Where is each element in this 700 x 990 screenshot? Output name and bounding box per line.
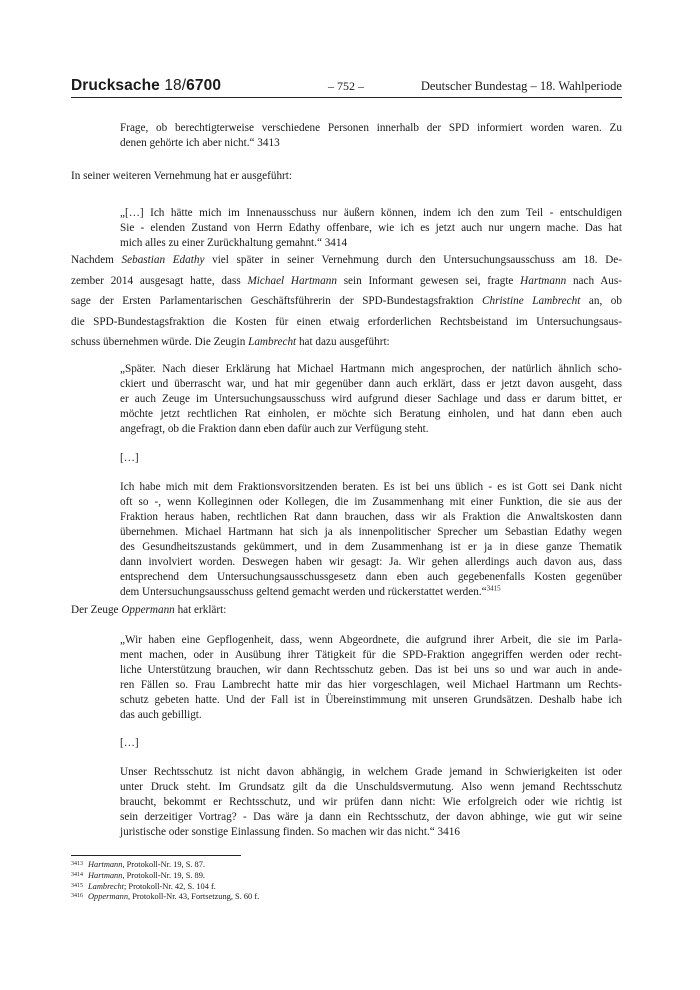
body-paragraph: In seiner weiteren Vernehmung hat er ausgeführt: [71, 170, 292, 182]
ellipsis: […] [120, 452, 139, 464]
footnote: 3415 Lambrecht; Protokoll-Nr. 42, S. 104 f. [71, 881, 216, 891]
quote-paragraph: Unser Rechtsschutz ist nicht davon abhängig, in welchem Grade jemand in Schwierigkeiten ist oder unter Druck steht. Im Grundsatz gilt da die Unschuldsvermutung. Also wenn jemand Rechtsschutz braucht, bekommt er Rechtsschutz, und wir prüfen dann nicht: Wie erfolgreich oder wie richtig ist sein derzeitiger Vortrag? - Das wäre ja dann ein Rechtsschutz, der davon abhinge, wie gut wir seine juristische oder sonstige Einlassung finden. So machen wir das nicht.“ 3416 [120, 766, 622, 838]
page-number: – 752 – [327, 79, 364, 93]
footnote-ref: 3415 [486, 584, 501, 593]
document-number: Drucksache 18/6700 [71, 77, 222, 94]
page-header [71, 77, 622, 98]
body-paragraph: Der Zeuge Oppermann hat erklärt: [71, 604, 227, 616]
footnote: 3414 Hartmann, Protokoll-Nr. 19, S. 89. [71, 870, 206, 880]
quote-paragraph: „Später. Nach dieser Erklärung hat Michael Hartmann mich angesprochen, der natürlich ähnlich scho- ckiert und überrascht war, und hat mir gegenüber dann auch erklärt, dass er jetzt davon ausgeht, dass er auch Zeuge im Untersuchungsausschuss wird aufgrund dieser Sachlage und dass er darum bittet, er möchte jetzt rechtlichen Rat einholen, er möchte sich Beratung einholen, und hat dann eben auch angefragt, ob die Fraktion dann eben dafür auch zur Verfügung steht. [120, 363, 622, 435]
footnote: 3416 Oppermann, Protokoll-Nr. 43, Fortsetzung, S. 60 f. [71, 892, 260, 902]
ellipsis: […] [120, 737, 139, 749]
footnote-divider [71, 855, 241, 856]
quote-paragraph: Frage, ob berechtigterweise verschiedene Personen innerhalb der SPD informiert worden waren. Zu denen gehörte ich aber nicht.“ 3413 [120, 122, 622, 149]
body-paragraph: Nachdem Sebastian Edathy viel später in seiner Vernehmung durch den Untersuchungsausschuss am 18. De- zember 2014 ausgesagt hatte, dass Michael Hartmann sein Informant gewesen sei, fragte Hartmann nach Aus- sage der Ersten Parlamentarischen Geschäftsführerin der SPD-Bundestagsfraktion Christine Lambrecht an, ob die SPD-Bundestagsfraktion die Kosten für einen etwaig erforderlichen Rechtsbeistand im Untersuchungsaus- schuss übernehmen würde. Die Zeugin Lambrecht hat dazu ausgeführt: [71, 254, 622, 348]
quote-paragraph: „[…] Ich hätte mich im Innenausschuss nur äußern können, indem ich den zum Teil - entschuldigen Sie - elenden Zustand von Herrn Edathy offenbare, wie ich es jetzt auch nur ungern mache. Das hat mich alles zu einer Zurückhaltung gemahnt.“ 3414 [120, 207, 622, 249]
quote-paragraph: Ich habe mich mit dem Fraktionsvorsitzenden beraten. Es ist bei uns üblich - es ist Gott sei Dank nicht oft so -, wenn Kolleginnen oder Kollegen, die im Zusammenhang mit einer Funktion, die sie aus der Fraktion heraus haben, rechtlichen Rat dann brauchen, dass wir als Fraktion die Anwaltskosten dann übernehmen. Michael Hartmann hat sich ja als innenpolitischer Sprecher um Sebastian Edathy wegen des Gesundheitszustands gekümmert, und in dem Zusammenhang ist er ja in diese ganze Thematik dann involviert worden. Deswegen haben wir gesagt: Ja. Wir gehen allerdings auch davon aus, dass entsprechend dem Untersuchungsausschussgesetz dann eben auch gegebenenfalls Kosten gegenüber dem Untersuchungsausschuss geltend gemacht werden und rückerstattet werden.“$^{3415}$ [120, 481, 622, 598]
quote-paragraph: „Wir haben eine Gepflogenheit, dass, wenn Abgeordnete, die aufgrund ihrer Arbeit, die sie im Parla- ment machen, oder in Ausübung ihrer Tätigkeit für die SPD-Fraktion angegriffen werden oder recht- liche Unterstützung brauchen, wir dann Rechtsschutz geben. Das ist bei uns so und war auch in ande- ren Fällen so. Frau Lambrecht hatte mir das hier vorgeschlagen, weil Michael Hartmann um Rechts- schutz gebeten hatte. Und der Fall ist in Übereinstimmung mit unseren Grundsätzen. Deshalb habe ich das auch gebilligt. [120, 634, 622, 721]
parliament-period: Deutscher Bundestag – 18. Wahlperiode [420, 79, 622, 93]
footnote: 3413 Hartmann, Protokoll-Nr. 19, S. 87. [71, 860, 206, 869]
footnotes [71, 860, 259, 903]
